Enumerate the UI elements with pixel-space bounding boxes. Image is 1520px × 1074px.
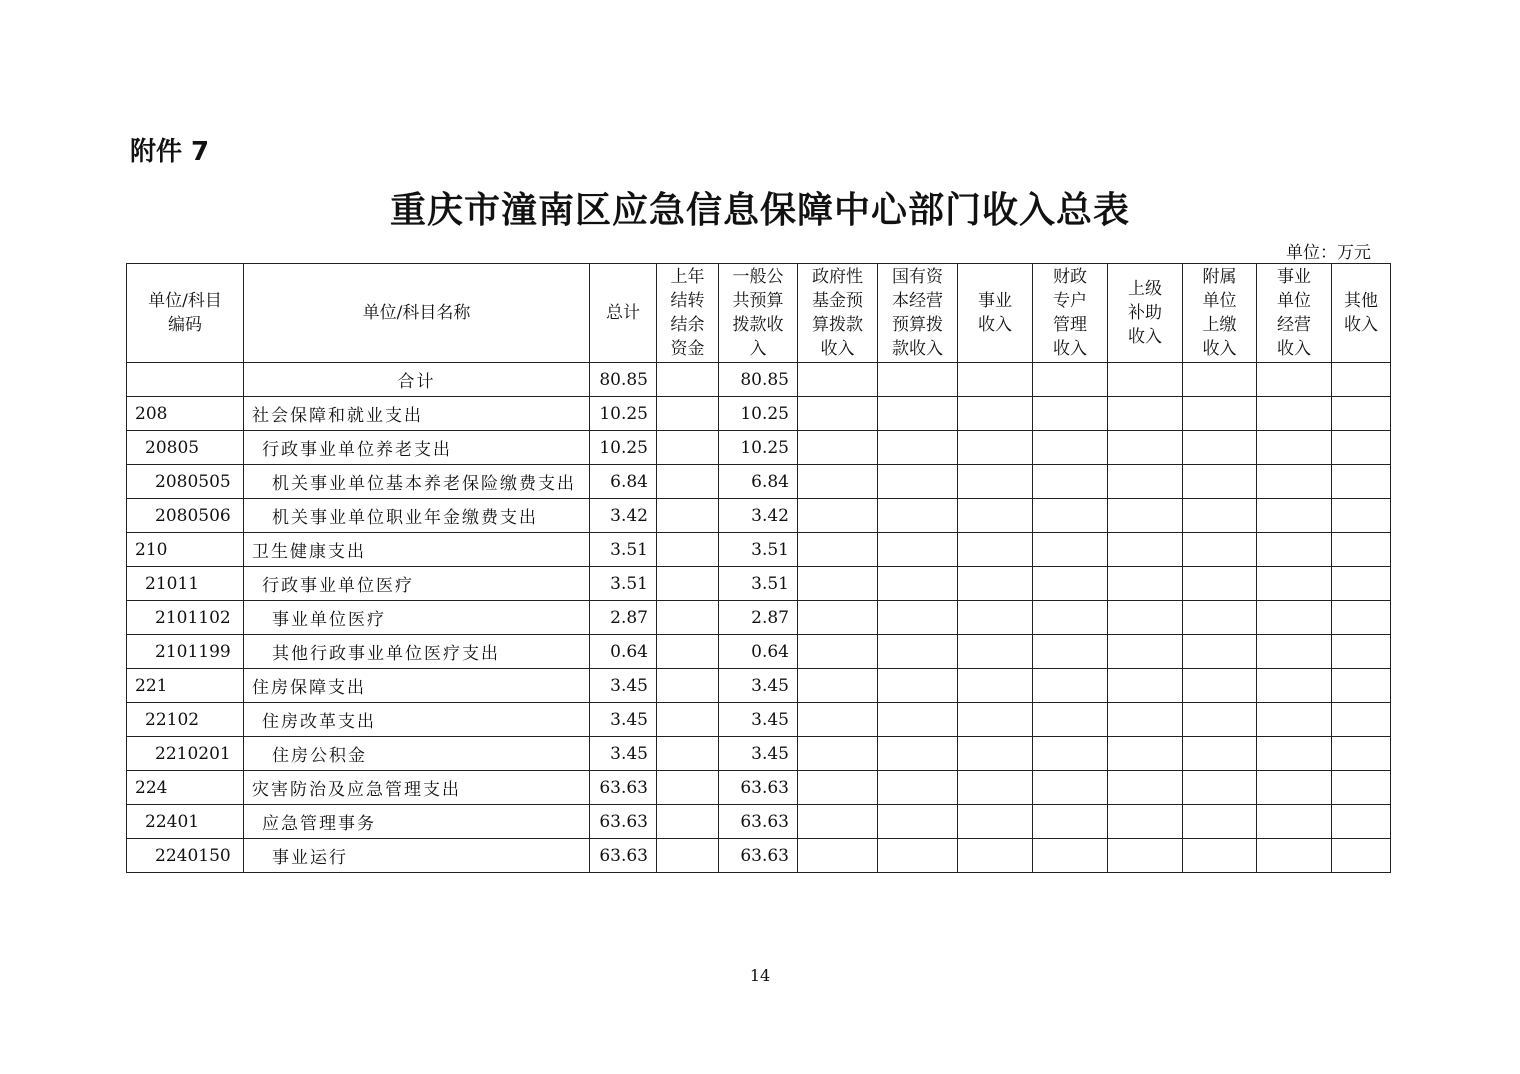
header-cell [127,264,244,363]
header-cell [1257,264,1332,363]
empty-cell [958,601,1033,635]
carryover-cell [657,737,719,771]
general-budget-cell: 2.87 [719,601,798,635]
empty-cell [1332,771,1391,805]
name-cell: 合计 [244,363,590,397]
empty-cell [798,533,878,567]
code-cell: 2101199 [127,635,244,669]
empty-cell [1183,499,1257,533]
empty-cell [1108,601,1183,635]
page-number: 14 [749,966,771,985]
general-budget-cell: 3.45 [719,703,798,737]
empty-cell [1033,499,1108,533]
header-cell [1033,264,1108,363]
empty-cell [798,431,878,465]
empty-cell [1332,567,1391,601]
empty-cell [1332,669,1391,703]
code-cell [127,363,244,397]
empty-cell [1108,635,1183,669]
code-cell: 2101102 [127,601,244,635]
empty-cell [878,363,958,397]
table-row [127,533,1391,567]
empty-cell [1108,669,1183,703]
empty-cell [878,737,958,771]
empty-cell [798,839,878,873]
empty-cell [1108,805,1183,839]
header-cell [590,264,657,363]
general-budget-cell: 80.85 [719,363,798,397]
total-cell: 6.84 [590,465,657,499]
carryover-cell [657,703,719,737]
name-cell: 机关事业单位基本养老保险缴费支出 [244,465,590,499]
code-cell: 22401 [127,805,244,839]
empty-cell [1183,703,1257,737]
table-row [127,771,1391,805]
empty-cell [1108,567,1183,601]
empty-cell [1257,363,1332,397]
header-label: 事业 单位 经营 收入 [1277,267,1311,359]
empty-cell [958,431,1033,465]
empty-cell [878,533,958,567]
empty-cell [1033,601,1108,635]
header-label: 事业 收入 [978,291,1012,335]
total-cell: 3.51 [590,567,657,601]
empty-cell [1257,431,1332,465]
empty-cell [1257,669,1332,703]
total-cell: 3.45 [590,737,657,771]
empty-cell [1033,363,1108,397]
empty-cell [1183,805,1257,839]
empty-cell [878,839,958,873]
empty-cell [878,771,958,805]
total-cell: 10.25 [590,431,657,465]
empty-cell [1257,703,1332,737]
empty-cell [958,703,1033,737]
unit-label: 单位：万元 [1286,243,1371,263]
header-cell [1183,264,1257,363]
empty-cell [1257,397,1332,431]
empty-cell [1183,839,1257,873]
empty-cell [1183,771,1257,805]
empty-cell [1332,703,1391,737]
table-row [127,397,1391,431]
code-cell: 21011 [127,567,244,601]
header-cell [719,264,798,363]
name-cell: 住房公积金 [244,737,590,771]
header-label: 国有资 本经营 预算拨 款收入 [892,267,943,359]
header-cell [798,264,878,363]
empty-cell [1332,499,1391,533]
general-budget-cell: 10.25 [719,431,798,465]
general-budget-cell: 0.64 [719,635,798,669]
header-label: 财政 专户 管理 收入 [1053,267,1087,359]
carryover-cell [657,805,719,839]
empty-cell [1033,771,1108,805]
name-cell: 行政事业单位医疗 [244,567,590,601]
header-label: 上级 补助 收入 [1128,279,1162,347]
income-summary-table [126,263,1391,873]
name-cell: 其他行政事业单位医疗支出 [244,635,590,669]
empty-cell [958,397,1033,431]
empty-cell [878,669,958,703]
empty-cell [1257,601,1332,635]
code-cell: 20805 [127,431,244,465]
empty-cell [1183,465,1257,499]
empty-cell [1033,805,1108,839]
page-title: 重庆市潼南区应急信息保障中心部门收入总表 [389,190,1130,231]
empty-cell [958,737,1033,771]
empty-cell [1332,465,1391,499]
empty-cell [798,363,878,397]
empty-cell [958,771,1033,805]
attachment-label: 附件 7 [130,137,210,167]
header-label: 附属 单位 上缴 收入 [1202,267,1237,359]
name-cell: 住房保障支出 [244,669,590,703]
general-budget-cell: 3.51 [719,567,798,601]
empty-cell [798,397,878,431]
empty-cell [878,635,958,669]
header-label: 一般公 共预算 拨款收 入 [732,267,784,359]
code-cell: 221 [127,669,244,703]
general-budget-cell: 3.45 [719,669,798,703]
total-cell: 3.51 [590,533,657,567]
empty-cell [878,567,958,601]
empty-cell [1033,397,1108,431]
empty-cell [1108,771,1183,805]
header-label: 总计 [606,303,640,323]
name-cell: 行政事业单位养老支出 [244,431,590,465]
header-cell [244,264,590,363]
total-cell: 3.45 [590,703,657,737]
empty-cell [1108,363,1183,397]
total-row [127,363,1391,397]
empty-cell [798,771,878,805]
empty-cell [1257,805,1332,839]
total-cell: 2.87 [590,601,657,635]
empty-cell [878,601,958,635]
empty-cell [878,805,958,839]
total-cell: 63.63 [590,805,657,839]
header-cell [958,264,1033,363]
empty-cell [1183,567,1257,601]
total-cell: 10.25 [590,397,657,431]
general-budget-cell: 3.51 [719,533,798,567]
table-row [127,805,1391,839]
empty-cell [1183,737,1257,771]
total-cell: 80.85 [590,363,657,397]
empty-cell [1033,465,1108,499]
name-cell: 机关事业单位职业年金缴费支出 [244,499,590,533]
empty-cell [798,465,878,499]
empty-cell [1108,839,1183,873]
name-cell: 事业单位医疗 [244,601,590,635]
empty-cell [1257,635,1332,669]
code-cell: 22102 [127,703,244,737]
general-budget-cell: 63.63 [719,771,798,805]
carryover-cell [657,839,719,873]
table-row [127,839,1391,873]
total-cell: 3.42 [590,499,657,533]
empty-cell [1332,805,1391,839]
carryover-cell [657,771,719,805]
empty-cell [1108,431,1183,465]
empty-cell [798,737,878,771]
table-header [127,264,1391,363]
code-cell: 2080506 [127,499,244,533]
empty-cell [1332,839,1391,873]
empty-cell [1033,635,1108,669]
table-row [127,669,1391,703]
general-budget-cell: 63.63 [719,805,798,839]
empty-cell [958,567,1033,601]
empty-cell [1108,533,1183,567]
general-budget-cell: 63.63 [719,839,798,873]
empty-cell [1183,533,1257,567]
empty-cell [958,805,1033,839]
carryover-cell [657,567,719,601]
empty-cell [958,669,1033,703]
empty-cell [1183,363,1257,397]
empty-cell [1183,397,1257,431]
table-row [127,601,1391,635]
code-cell: 224 [127,771,244,805]
header-cell [1332,264,1391,363]
empty-cell [1332,533,1391,567]
empty-cell [1033,703,1108,737]
name-cell: 社会保障和就业支出 [244,397,590,431]
empty-cell [1033,737,1108,771]
empty-cell [798,567,878,601]
name-cell: 卫生健康支出 [244,533,590,567]
empty-cell [958,533,1033,567]
empty-cell [958,499,1033,533]
carryover-cell [657,601,719,635]
empty-cell [798,703,878,737]
general-budget-cell: 3.42 [719,499,798,533]
name-cell: 事业运行 [244,839,590,873]
empty-cell [1332,601,1391,635]
empty-cell [1108,465,1183,499]
empty-cell [1257,737,1332,771]
empty-cell [958,839,1033,873]
empty-cell [878,703,958,737]
empty-cell [1257,771,1332,805]
empty-cell [1257,465,1332,499]
empty-cell [798,499,878,533]
table-row [127,635,1391,669]
empty-cell [1332,737,1391,771]
empty-cell [1183,669,1257,703]
carryover-cell [657,397,719,431]
empty-cell [1108,737,1183,771]
carryover-cell [657,635,719,669]
header-cell [878,264,958,363]
empty-cell [1108,397,1183,431]
header-label: 单位/科目 编码 [148,291,222,335]
empty-cell [1108,499,1183,533]
empty-cell [1033,431,1108,465]
total-cell: 63.63 [590,771,657,805]
table-row [127,431,1391,465]
empty-cell [1332,397,1391,431]
header-label: 单位/科目名称 [362,303,471,323]
empty-cell [798,635,878,669]
header-cell [1108,264,1183,363]
empty-cell [1183,635,1257,669]
empty-cell [958,465,1033,499]
empty-cell [878,465,958,499]
carryover-cell [657,533,719,567]
name-cell: 灾害防治及应急管理支出 [244,771,590,805]
empty-cell [1183,601,1257,635]
empty-cell [1183,431,1257,465]
empty-cell [798,669,878,703]
empty-cell [1108,703,1183,737]
empty-cell [878,499,958,533]
empty-cell [1257,499,1332,533]
empty-cell [878,397,958,431]
code-cell: 210 [127,533,244,567]
empty-cell [958,363,1033,397]
total-cell: 63.63 [590,839,657,873]
code-cell: 2210201 [127,737,244,771]
empty-cell [1332,363,1391,397]
empty-cell [1033,669,1108,703]
carryover-cell [657,499,719,533]
carryover-cell [657,363,719,397]
empty-cell [798,601,878,635]
code-cell: 2080505 [127,465,244,499]
carryover-cell [657,465,719,499]
header-label: 上年 结转 结余 资金 [670,267,705,359]
empty-cell [1033,839,1108,873]
table-row [127,567,1391,601]
total-cell: 0.64 [590,635,657,669]
empty-cell [1257,533,1332,567]
empty-cell [1332,431,1391,465]
total-cell: 3.45 [590,669,657,703]
empty-cell [1257,567,1332,601]
header-label: 其他 收入 [1344,291,1378,335]
carryover-cell [657,431,719,465]
table-body [127,363,1391,873]
name-cell: 住房改革支出 [244,703,590,737]
header-row [127,264,1391,363]
empty-cell [958,635,1033,669]
general-budget-cell: 3.45 [719,737,798,771]
table-row [127,499,1391,533]
code-cell: 2240150 [127,839,244,873]
general-budget-cell: 6.84 [719,465,798,499]
name-cell: 应急管理事务 [244,805,590,839]
empty-cell [1033,567,1108,601]
header-label: 政府性 基金预 算拨款 收入 [812,267,863,359]
header-cell [657,264,719,363]
empty-cell [1332,635,1391,669]
empty-cell [1257,839,1332,873]
empty-cell [878,431,958,465]
table-row [127,737,1391,771]
code-cell: 208 [127,397,244,431]
table-row [127,703,1391,737]
empty-cell [798,805,878,839]
general-budget-cell: 10.25 [719,397,798,431]
carryover-cell [657,669,719,703]
empty-cell [1033,533,1108,567]
table-row [127,465,1391,499]
